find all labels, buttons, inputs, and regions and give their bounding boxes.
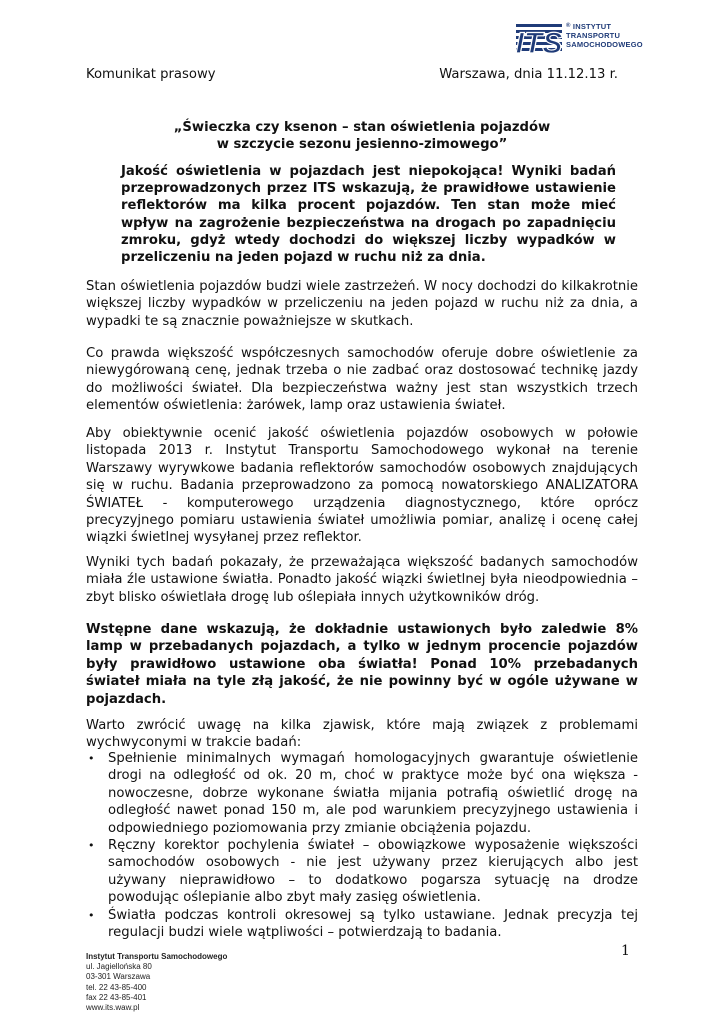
issues-list: [86, 750, 638, 941]
document-title: [86, 119, 638, 153]
logo-line-1: INSTYTUT: [572, 22, 612, 31]
logo-line-2: TRANSPORTU: [566, 31, 621, 40]
page-number: 1: [621, 943, 630, 959]
header-row: [86, 67, 618, 82]
paragraph-4: Wyniki tych badań pokazały, że przeważająca większość badanych samochodów miała źle ustawione światła. Ponadto jakość wiązki świetlnej była nieodpowiednia – zbyt blisko oświetlała drogę lub oślepiała innych użytkowników dróg.: [86, 555, 638, 605]
paragraph-1: Stan oświetlenia pojazdów budzi wiele zastrzeżeń. W nocy dochodzi do kilkakrotnie większej liczby wypadków w przeliczeniu na jeden pojazd w ruchu niż za dnia, a wypadki te są znacznie poważniejsze w skutkach.: [86, 279, 638, 329]
footer-city: 03-301 Warszawa: [86, 972, 151, 982]
lead-paragraph: Jakość oświetlenia w pojazdach jest niepokojąca! Wyniki badań przeprowadzonych przez ITS wskazują, że prawidłowe ustawienie reflektorów ma kilka procent pojazdów. Ten stan może mieć wpływ na zagrożenie bezpieczeństwa na drogach po zapadnięciu zmroku, gdyż wtedy dochodzi do większej liczby wypadków w przeliczeniu na jeden pojazd w ruchu niż za dnia.: [121, 164, 616, 266]
paragraph-intro-list: Warto zwrócić uwagę na kilka zjawisk, które mają związek z problemami wychwyconymi w trakcie badań:: [86, 718, 638, 751]
press-release-label: Komunikat prasowy: [86, 67, 216, 82]
list-item: • Ręczny korektor pochylenia świateł – obowiązkowe wyposażenie większości samochodów osobowych - nie jest używany przez kierujących albo jest używany nieprawidłowo – to dodatkowo pogarsza sytuację na drodze powodując oślepianie albo zbyt mały zasięg oświetlenia.: [86, 837, 638, 907]
its-logo: [516, 20, 646, 62]
place-date: Warszawa, dnia 11.12.13 r.: [439, 67, 618, 82]
its-logo-icon: [516, 20, 562, 60]
list-item: • Światła podczas kontroli okresowej są tylko ustawiane. Jednak precyzja tej regulacji budzi wiele wątpliwości – potwierdzają to badania.: [86, 907, 638, 942]
footer-address: [86, 952, 227, 1013]
footer-street: ul. Jagiellońska 80: [86, 962, 152, 972]
title-line-2: w szczycie sezonu jesienno-zimowego”: [216, 137, 508, 152]
footer-fax: fax 22 43-85-401: [86, 992, 147, 1002]
footer-org: Instytut Transportu Samochodowego: [86, 952, 228, 961]
logo-mark-text: ITS: [516, 27, 562, 60]
logo-line-3: SAMOCHODOWEGO: [566, 40, 643, 49]
footer-tel: tel. 22 43-85-400: [86, 982, 147, 992]
paragraph-3: Aby obiektywnie ocenić jakość oświetlenia pojazdów osobowych w połowie listopada 2013 r. Instytut Transportu Samochodowego wykonał na terenie Warszawy wyrywkowe badania reflektorów samochodów osobowych znajdujących się w ruchu. Badania przeprowadzono za pomocą nowatorskiego ANALIZATORA ŚWIATEŁ - komputerowego urządzenia diagnostycznego, które oprócz precyzyjnego pomiaru ustawienia świateł umożliwia pomiar, analizę i ocenę całej wiązki świetlnej wysyłanej przez reflektor.: [86, 426, 638, 546]
title-line-1: „Świeczka czy ksenon – stan oświetlenia pojazdów: [173, 120, 551, 135]
list-item: • Spełnienie minimalnych wymagań homologacyjnych gwarantuje oświetlenie drogi na odległość od ok. 20 m, choć w praktyce może być ona większa - nowoczesne, dobrze wykonane światła mijania potrafią oświetlić drogę na odległość nawet ponad 150 m, ale pod warunkiem precyzyjnego ustawienia i odpowiedniego poziomowania przy zmianie obciążenia pojazdu.: [86, 750, 638, 837]
footer-web[interactable]: www.its.waw.pl: [86, 1003, 140, 1013]
paragraph-2: Co prawda większość współczesnych samochodów oferuje dobre oświetlenie za niewygórowaną cenę, jednak trzeba o nie zadbać oraz dostosować technikę jazdy do możliwości świateł. Dla bezpieczeństwa ważny jest stan wszystkich trzech elementów oświetlenia: żarówek, lamp oraz ustawienia świateł.: [86, 346, 638, 414]
logo-wordmark: ® INSTYTUT TRANSPORTU SAMOCHODOWEGO: [566, 22, 643, 49]
paragraph-highlight: Wstępne dane wskazują, że dokładnie ustawionych było zaledwie 8% lamp w przebadanych pojazdach, a tylko w jednym procencie pojazdów były prawidłowo ustawione oba światła! Ponad 10% przebadanych świateł miała na tyle złą jakość, że nie powinny być w ogóle używane w pojazdach.: [86, 622, 638, 707]
